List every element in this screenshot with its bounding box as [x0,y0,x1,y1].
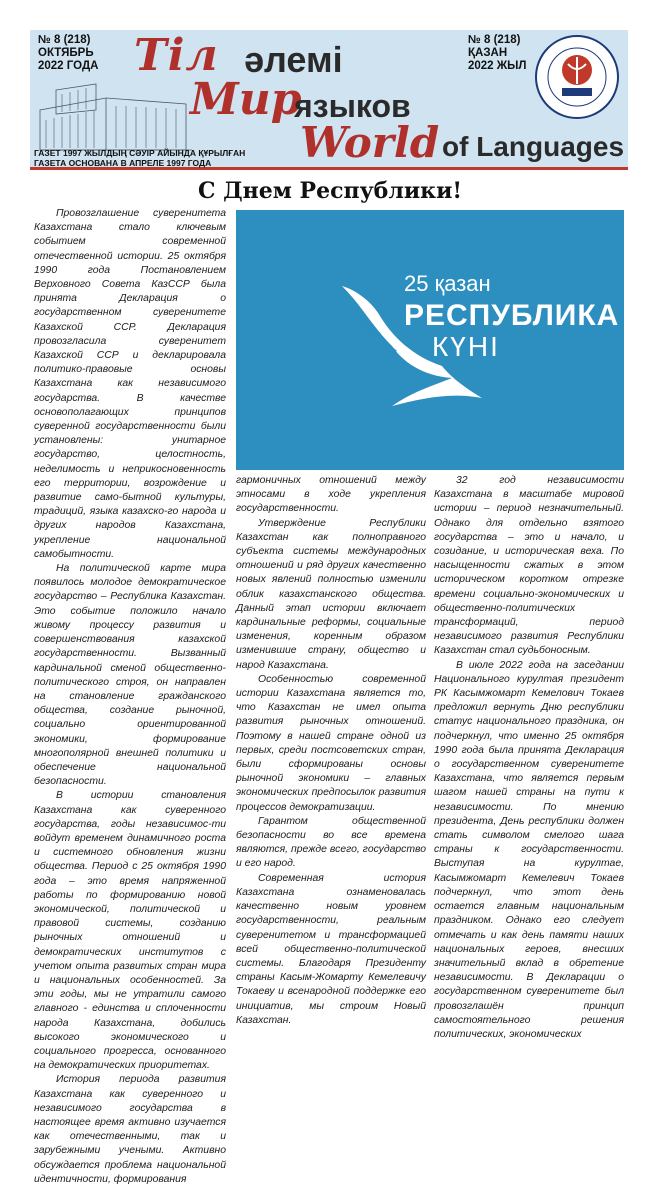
article-paragraph: гармоничных отношений между этносами в ходе укрепления государственности. [236,475,426,515]
article-paragraph: Особенностью современной истории Казахстана является то, что Казахстан не имел опыта развития рыночных отношений. Поэтому в нашей стране одной из первых, среди постсоветских стран, были сформированы основы рыночной экономики – главных экономических предпосылок развития процессов демократизации. [236,673,426,813]
founded-ru: ГАЗЕТА ОСНОВАНА В АПРЕЛЕ 1997 ГОДА [34,158,212,168]
article-column-3 [434,474,624,1042]
title-ru-mir: Мир [190,74,302,125]
issue-month-kz: ҚАЗАН [468,47,508,59]
founded-note [34,148,245,168]
hero-date: 25 қазан [404,271,491,296]
university-building-icon [36,80,196,152]
article-paragraph: Утверждение Республики Казахстан как полноправного субъекта системы международных отношений и ряд других качественно новых явлений полностью изменили облик казахстанского общества. Данный этап истории включает кардинальные реформы, социальные изменения, коренным образом изменившие страну, общество и народ Казахстана. [236,517,426,671]
article-column-1 [34,207,226,1187]
article-paragraph: История периода развития Казахстана как суверенного и независимого государства в настоящее время активно изучается как отечественными, так и зарубежными учеными. Активно обсуждается проблема национальной идентичности, формирования [34,1074,226,1185]
republic-day-image [236,210,624,470]
article-paragraph: Гарантом общественной безопасности во все времена являются, прежде всего, государство и его народ. [236,815,426,870]
article-paragraph: В июле 2022 года на заседании Национального курултая президент РК Касымжомарт Кемелович Токаев предложил вернуть Дню республики статус национального праздника, он подчеркнул, что именно 25 октября 1990 года была принята Декларация о государственном суверенитете Казахстана, что является первым шагом нашей страны на пути к независимости. По мнению президента, День республики должен стать символом смелого шага страны к государственности. Выступая на курултае, Касымжомарт Кемелевич Токаев подчеркнул, что этот день остается главным национальным праздником. Однако его следует отмечать и как день памяти наших национальных героев, внесших значительный вклад в обретение независимости. В Декларации о государственном суверенитете был провозглашён принцип самостоятельного решения политических, экономических [434,659,624,1040]
issue-info-right [468,34,527,73]
issue-number: № 8 (218) [38,34,91,46]
article-paragraph: 32 год независимости Казахстана в масштабе мировой истории – период незначительный. Однако для отдельно взятого государства – это и начало, и созидание, и историческая веха. По насыщенности сжатых в этом историческом коротком отрезке времени социально-экономических и общественно-политических трансформаций, период независимого развития Республики Казахстан стал судьбоносным. [434,475,624,657]
article-column-2 [236,474,426,1028]
hero-republic: РЕСПУБЛИКА [404,299,620,332]
university-seal-icon [534,34,620,120]
article-paragraph: Провозглашение суверенитета Казахстана стало ключевым событием современной отечественной истории. 25 октября 1990 года Постановлением Верховного Совета КазССР была принята Декларация о государственном суверенитете Казахской ССР. Декларация провозгласила суверенитет Казахской ССР и декларировала политико-правовые основы Казахстана как независимого государства. В качестве основополагающих принципов суверенной государственности были установлены: унитарное государство, целостность, неделимость и неприкосновенность его территории, возрождение и развитие само-бытной культуры, традиций, языка казахско-го народа и других народов Казахстана, укрепление национальной самобытности. [34,208,226,560]
title-en-world: World [300,118,440,167]
article-paragraph: Современная история Казахстана ознаменовалась качественно новым уровнем государственности, реальным суверенитетом и трансформацией всей общественно-политической системы. Благодаря Президенту страны Касым-Жомарту Кемелевичу Токаеву и всенародной поддержке его инициатив, мы строим Новый Казахстан. [236,872,426,1026]
issue-year-kz: 2022 ЖЫЛ [468,60,527,72]
issue-number-kz: № 8 (218) [468,34,521,46]
title-ru-yazykov: языков [294,88,411,124]
title-kz-elemi: әлемі [244,39,343,80]
hero-day: КҮНІ [432,331,500,362]
issue-year: 2022 ГОДА [38,60,99,72]
article-paragraph: На политической карте мира появилось молодое демократическое государство – Республика Казахстан. Это событие положило начало живому процессу развития и совершенствования казахской государственности. Вызванный кардинальной сменой общественно-политического строя, он направлен на становление гражданского общества, создание рыночной, социально ориентированной экономики, формирование многополярной внешней политики и обеспечение национальной безопасности. [34,563,226,788]
title-kz-til: Тіл [134,30,219,81]
issue-info-left [38,34,98,73]
issue-month: ОКТЯБРЬ [38,47,94,59]
masthead [30,30,628,170]
article-paragraph: В истории становления Казахстана как суверенного государства, годы независимос-ти войдут временем динамичного роста и системного обновления жизни общества. Период с 25 октября 1990 года – это время напряженной работы по формированию новой экономической, политической и правовой системы, созданию рыночных отношений и демократических институтов с учетом опыта развитых стран мира и национальных особенностей. За эти годы, мы не утратили самого главного - единства и сплоченности народа Казахстана, добились высокого экономического и социального прогресса, основанного на демократических приоритетах. [34,790,226,1072]
headline: С Днем Республики! [197,178,463,204]
founded-kz: ГАЗЕТ 1997 ЖЫЛДЫҢ СӘУІР АЙЫНДА ҚҰРЫЛҒАН [34,148,246,158]
title-en-of-languages: of Languages [442,131,625,162]
